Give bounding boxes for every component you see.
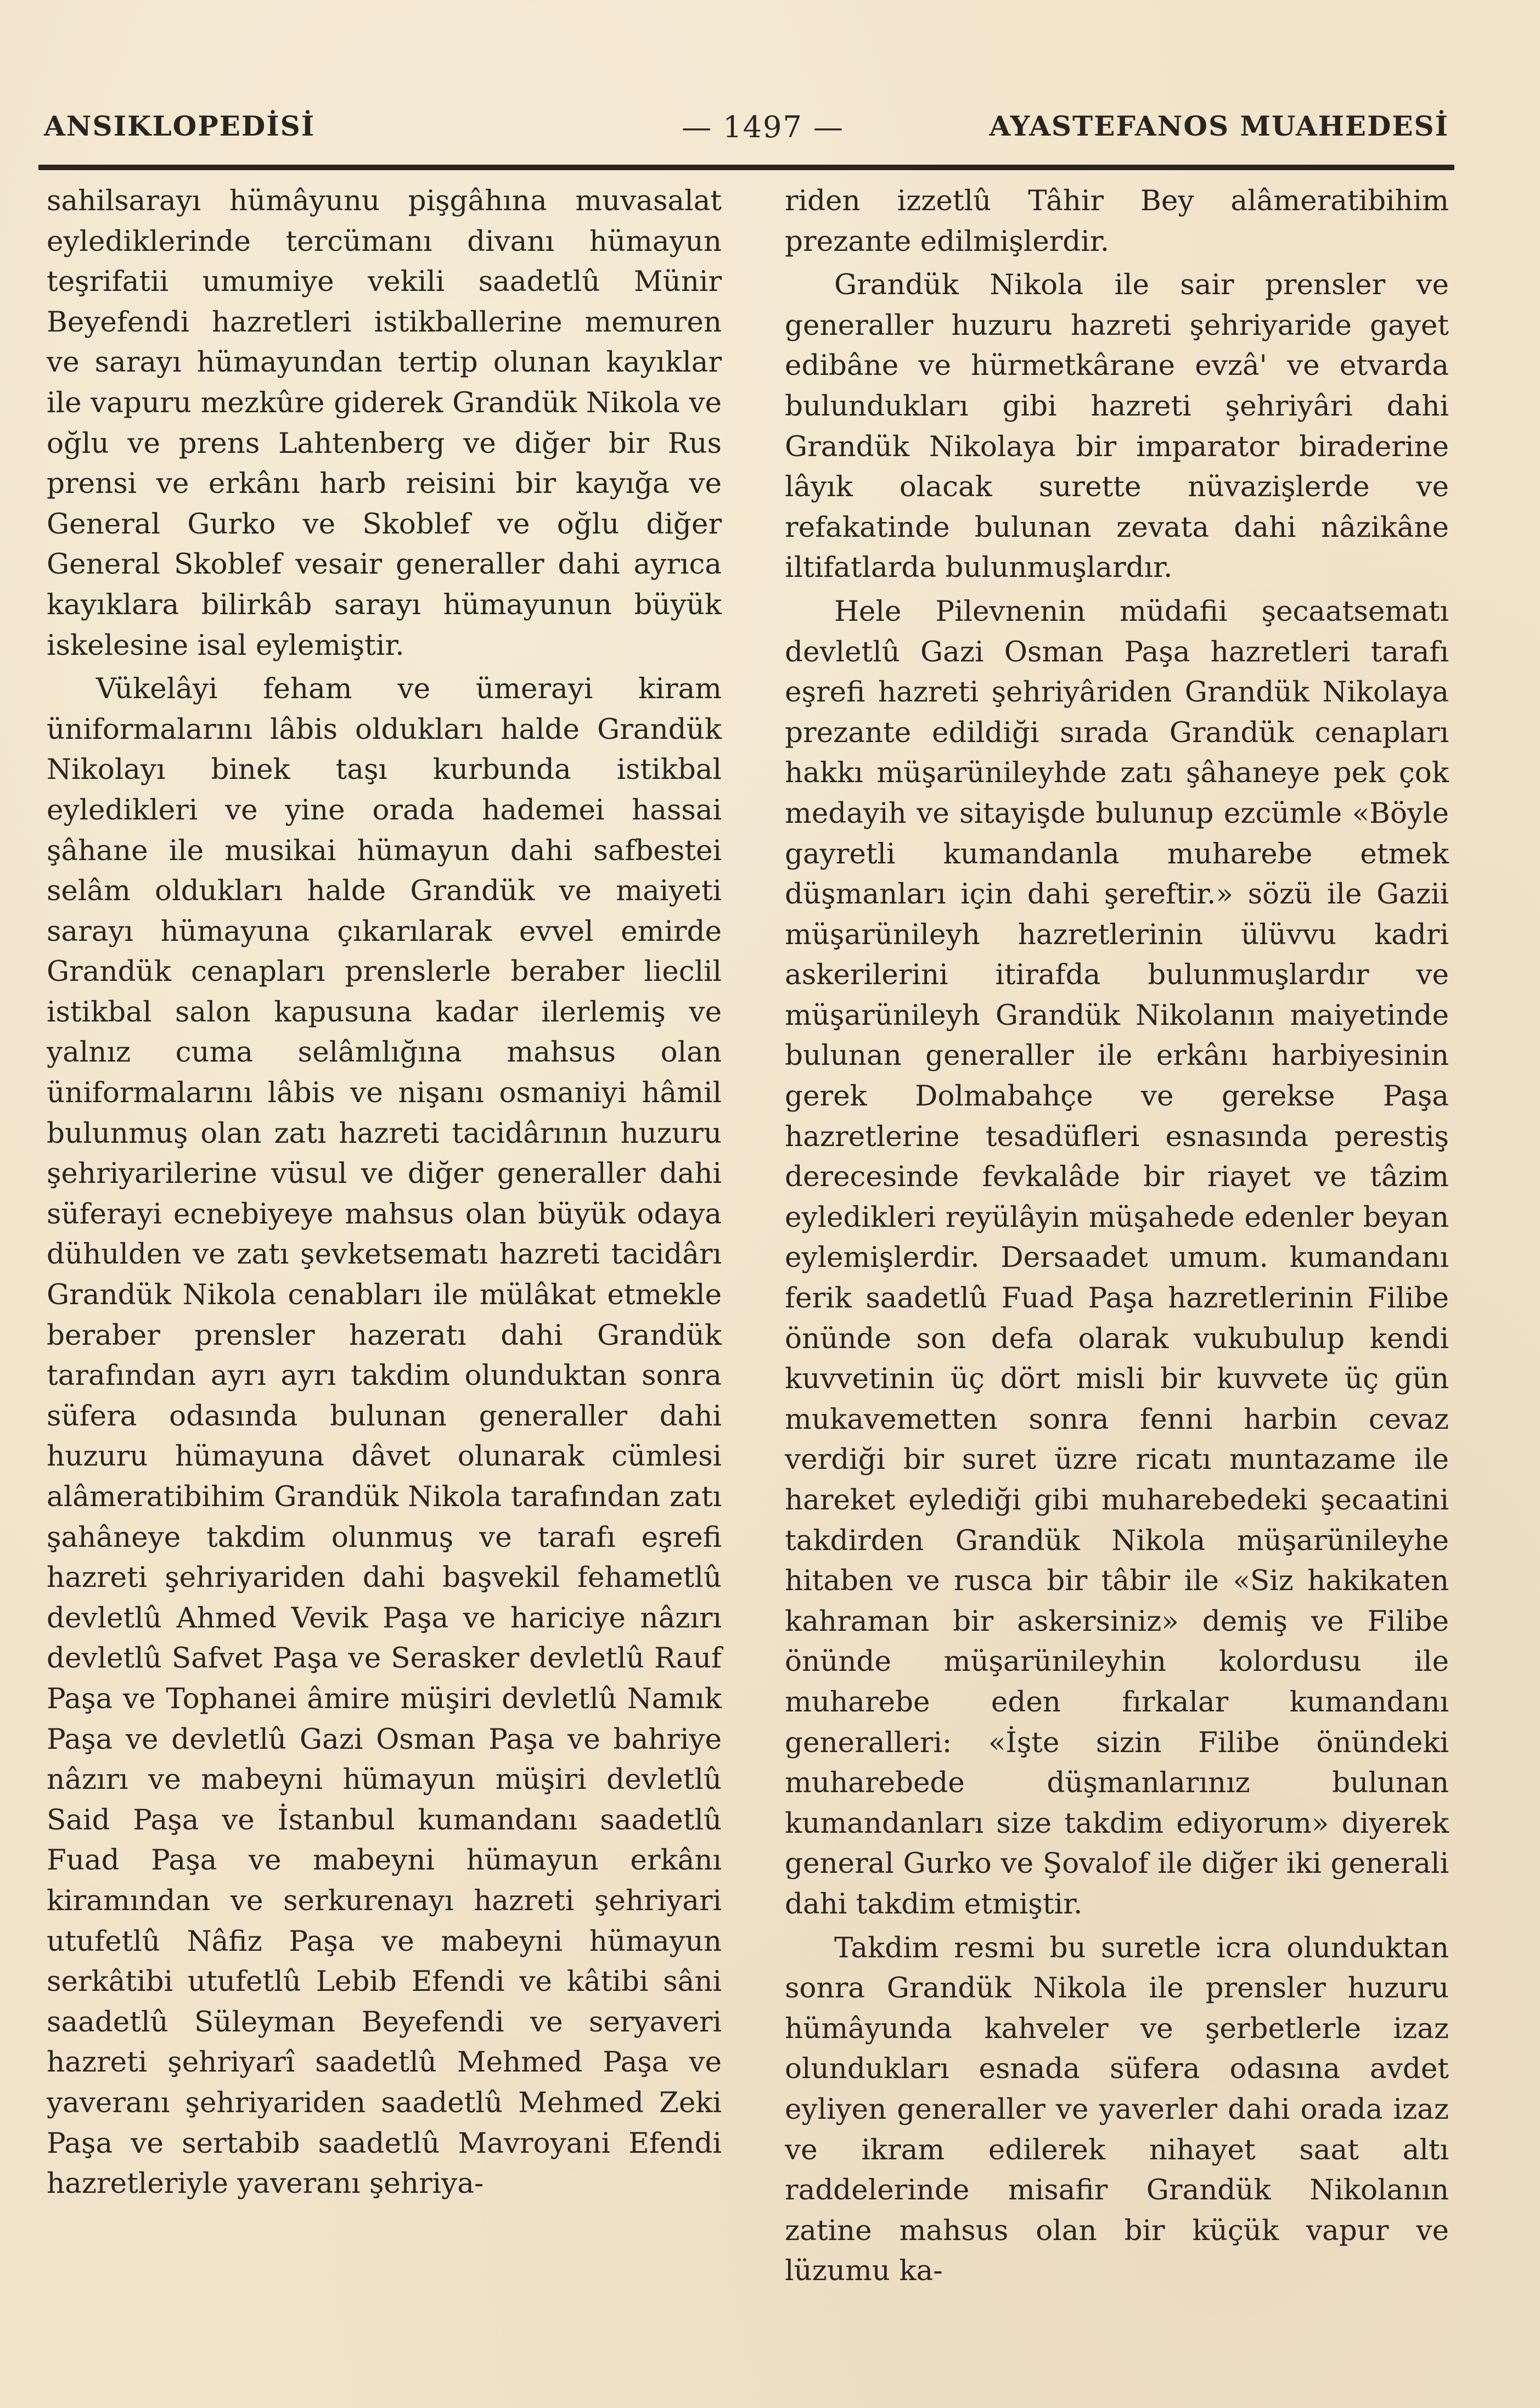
header-rule <box>38 165 1454 170</box>
left-column <box>47 181 722 2204</box>
right-paragraph-2: Grandük Nikola ile sair prensler ve generaller huzuru hazreti şehriyaride gayet edibâne ve hürmetkârane evzâ' ve etvarda bulundukları gibi hazreti şehriyâri dahi Grandük Nikolaya bir imparator biraderine lâyık olacak surette nüvazişlerde ve refakatinde bulunan zevata dahi nâzikâne iltifatlarda bulunmuşlardır. <box>785 268 1449 585</box>
right-paragraph-3: Hele Pilevnenin müdafii şecaatsematı devletlû Gazi Osman Paşa hazretleri tarafı eşrefi hazreti şehriyâriden Grandük Nikolaya prezante edildiği sırada Grandük cenapları hakkı müşarünileyhde zatı şâhaneye pek çok medayih ve sitayişde bulunup ezcümle «Böyle gayretli kumandanla muharebe etmek düşmanları için dahi şereftir.» sözü ile Gazii müşarünileyh hazretlerinin ülüvvu kadri askerilerini itirafda bulunmuşlardır ve müşarünileyh Grandük Nikolanın maiyetinde bulunan generaller ile erkânı harbiyesinin gerek Dolmabahçe ve gerekse Paşa hazretlerine tesadüfleri esnasında perestiş derecesinde fevkalâde bir riayet ve tâzim eyledikleri reyülâyin müşahede edenler beyan eylemişlerdir. Dersaadet umum. kumandanı ferik saadetlû Fuad Paşa hazretlerinin Filibe önünde son defa olarak vukubulup kendi kuvvetinin üç dört misli bir kuvvete üç gün mukavemetten sonra fenni harbin cevaz verdiği bir suret üzre ricatı muntazame ile hareket eylediği gibi muharebedeki şecaatini takdirden Grandük Nikola müşarünileyhe hitaben ve rusca bir tâbir ile «Siz hakikaten kahraman bir askersiniz» demiş ve Filibe önünde müşarünileyhin kolordusu ile muharebe eden fırkalar kumandanı generalleri: «İşte sizin Filibe önündeki muharebede düşmanlarınız bulunan kumandanları size takdim ediyorum» diyerek general Gurko ve Şovalof ile diğer iki generali dahi takdim etmiştir. <box>785 594 1449 1921</box>
left-paragraph-1: sahilsarayı hümâyunu pişgâhına muvasalat eylediklerinde tercümanı divanı hümayun teşrifatii umumiye vekili saadetlû Münir Beyefendi hazretleri istikballerine memuren ve sarayı hümayundan tertip olunan kayıklar ile vapuru mezkûre giderek Grandük Nikola ve oğlu ve prens Lahtenberg ve diğer bir Rus prensi ve erkânı harb reisini bir kayığa ve General Gurko ve Skoblef ve oğlu diğer General Skoblef vesair generaller dahi ayrıca kayıklara bilirkâb sarayı hümayunun büyük iskelesine isal eylemiştir. <box>47 184 722 662</box>
running-header <box>44 104 1449 154</box>
header-encyclopedia-title: ANSIKLOPEDİSİ <box>44 110 316 142</box>
right-paragraph-4: Takdim resmi bu suretle icra olunduktan sonra Grandük Nikola ile prensler huzuru hümâyunda kahveler ve şerbetlerle izaz olundukları esnada süfera odasına avdet eyliyen generaller ve yaverler dahi orada izaz ve ikram edilerek nihayet saat altı raddelerinde misafir Grandük Nikolanın zatine mahsus olan bir küçük vapur ve lüzumu ka- <box>785 1931 1449 2288</box>
right-paragraph-1: riden izzetlû Tâhir Bey alâmeratibihim prezante edilmişlerdir. <box>785 184 1449 258</box>
right-column <box>785 181 1449 2292</box>
header-article-title: AYASTEFANOS MUAHEDESİ <box>989 110 1449 142</box>
page-number: — 1497 — <box>682 110 844 144</box>
left-paragraph-2: Vükelâyi feham ve ümerayi kiram üniformalarını lâbis oldukları halde Grandük Nikolayı binek taşı kurbunda istikbal eyledikleri ve yine orada hademei hassai şâhane ile musikai hümayun dahi safbestei selâm oldukları halde Grandük ve maiyeti sarayı hümayuna çıkarılarak evvel emirde Grandük cenapları prenslerle beraber lieclil istikbal salon kapusuna kadar ilerlemiş ve yalnız cuma selâmlığına mahsus olan üniformalarını lâbis ve nişanı osmaniyi hâmil bulunmuş olan zatı hazreti tacidârının huzuru şehriyarilerine vüsul ve diğer generaller dahi süferayi ecnebiyeye mahsus olan büyük odaya dühulden ve zatı şevketsematı hazreti tacidârı Grandük Nikola cenabları ile mülâkat etmekle beraber prensler hazeratı dahi Grandük tarafından ayrı ayrı takdim olunduktan sonra süfera odasında bulunan generaller dahi huzuru hümayuna dâvet olunarak cümlesi alâmeratibihim Grandük Nikola tarafından zatı şahâneye takdim olunmuş ve tarafı eşrefi hazreti şehriyariden dahi başvekil fehametlû devletlû Ahmed Vevik Paşa ve hariciye nâzırı devletlû Safvet Paşa ve Serasker devletlû Rauf Paşa ve Tophanei âmire müşiri devletlû Namık Paşa ve devletlû Gazi Osman Paşa ve bahriye nâzırı ve mabeyni hümayun müşiri devletlû Said Paşa ve İstanbul kumandanı saadetlû Fuad Paşa ve mabeyni hümayun erkânı kiramından ve serkurenayı hazreti şehriyari utufetlû Nâfiz Paşa ve mabeyni hümayun serkâtibi utufetlû Lebib Efendi ve kâtibi sâni saadetlû Süleyman Beyefendi ve seryaveri hazreti şehriyarî saadetlû Mehmed Paşa ve yaveranı şehriyariden saadetlû Mehmed Zeki Paşa ve sertabib saadetlû Mavroyani Efendi hazretleriyle yaveranı şehriya- <box>47 672 722 2201</box>
